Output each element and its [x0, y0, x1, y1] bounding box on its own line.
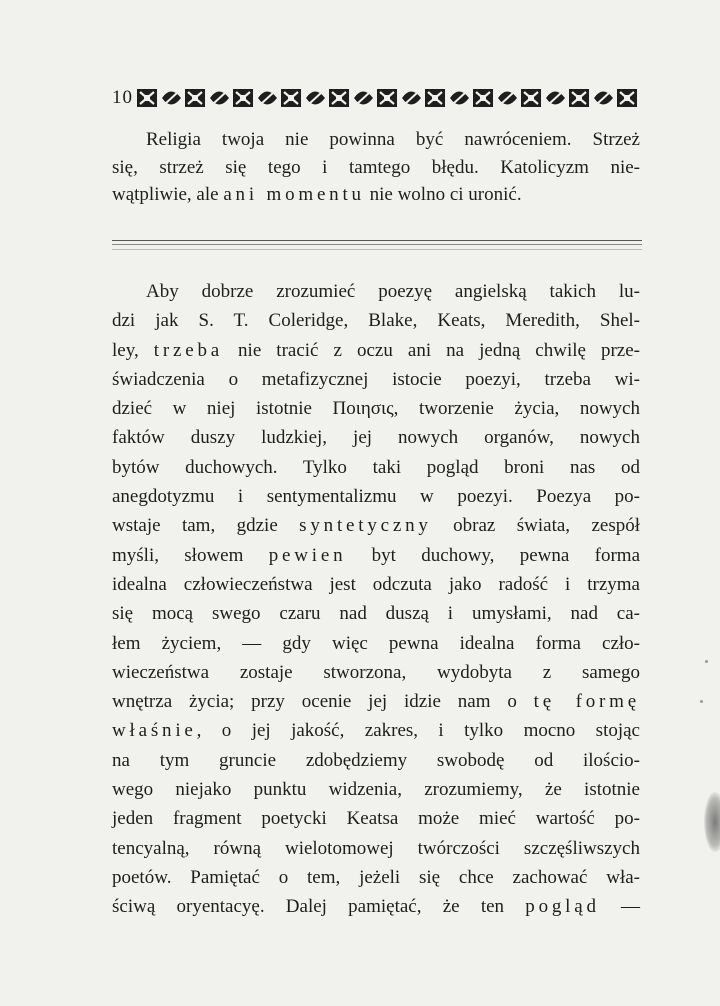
text-line: [112, 154, 640, 182]
text-line: [112, 746, 640, 775]
text-run: łem życiem, — gdy więc pewna idealna forma czło-: [112, 632, 640, 654]
text-line: [112, 511, 640, 540]
ornament-knot: [425, 89, 445, 107]
text-line: [112, 716, 640, 745]
text-run: wego niejako punktu widzenia, zrozumiemy, że istotnie: [112, 779, 640, 801]
main-paragraph: [112, 277, 640, 922]
ornament-leaf: [402, 92, 421, 105]
section-divider: [112, 249, 642, 250]
text-run: ley,: [112, 339, 154, 361]
page-speck: [705, 660, 708, 663]
ornament-band: [136, 87, 642, 109]
text-run: —: [599, 896, 641, 918]
ornament-leaf: [258, 92, 277, 105]
text-line: [112, 599, 640, 628]
page-number: 10: [112, 87, 133, 108]
text-line: [112, 541, 640, 570]
text-run: dzieć w niej istotnie Ποιησις, tworzenie życia, nowych: [112, 398, 640, 420]
ornament-leaf: [354, 92, 373, 105]
text-run: Religia twoja nie powinna być nawróceniem. Strzeż: [146, 129, 640, 150]
ornament-leaf: [162, 92, 181, 105]
text-run: wstaje tam, gdzie: [112, 515, 300, 537]
ornament-leaf: [546, 92, 565, 105]
spaced-emphasis: ani momentu: [223, 184, 365, 205]
text-line: [112, 126, 640, 154]
text-run: tencyalną, równą wielotomowej twórczości szczęśliwszych: [112, 837, 640, 859]
text-run: anegdotyzmu i sentymentalizmu w poezyi. Poezya po-: [112, 486, 640, 508]
page-speck: [700, 700, 703, 703]
text-run: poetów. Pamiętać o tem, jeżeli się chce zachować wła-: [112, 866, 640, 888]
text-line: [112, 629, 640, 658]
text-run: wątpliwie, ale: [112, 184, 224, 205]
text-run: nie tracić z oczu ani na jedną chwilę prze-: [223, 339, 641, 361]
ornament-leaf: [594, 92, 613, 105]
text-run: obraz świata, zespół: [431, 515, 640, 537]
text-line: [112, 453, 640, 482]
text-run: się, strzeż się tego i tamtego błędu. Katolicyzm nie-: [112, 156, 640, 178]
ornament-knot: [329, 89, 349, 107]
intro-paragraph: [112, 126, 640, 209]
spaced-emphasis: syntetyczny: [299, 515, 432, 537]
text-line: [112, 277, 640, 306]
text-run: byt duchowy, pewna forma: [346, 544, 640, 566]
text-line: [112, 834, 640, 863]
text-line: [112, 394, 640, 423]
text-run: nie wolno ci uronić.: [364, 184, 522, 205]
text-run: dzi jak S. T. Coleridge, Blake, Keats, Meredith, Shel-: [112, 310, 640, 332]
text-run: bytów duchowych. Tylko taki pogląd broni nas od: [112, 456, 640, 478]
ornament-knot: [569, 89, 589, 107]
text-line: [112, 892, 640, 921]
text-run: jeden fragment poetycki Keatsa może mieć wartość po-: [112, 808, 640, 830]
ornament-knot: [233, 89, 253, 107]
text-run: faktów duszy ludzkiej, jej nowych organów, nowych: [112, 427, 640, 449]
spaced-emphasis: pogląd: [525, 896, 600, 918]
text-run: Aby dobrze zrozumieć poezyę angielską takich lu-: [146, 281, 640, 302]
text-line: [112, 181, 640, 209]
spaced-emphasis: pewien: [268, 544, 347, 566]
ornament-knot: [521, 89, 541, 107]
text-line: [112, 570, 640, 599]
text-line: [112, 365, 640, 394]
text-run: świadczenia o metafizycznej istocie poezyi, trzeba wi-: [112, 368, 640, 390]
ornament-knot: [473, 89, 493, 107]
ornament-knot: [281, 89, 301, 107]
ornament-leaf: [450, 92, 469, 105]
text-line: [112, 658, 640, 687]
text-run: myśli, słowem: [112, 544, 269, 566]
ornament-knot: [137, 89, 157, 107]
text-run: , o jej jakość, zakres, i tylko mocno stojąc: [196, 720, 640, 742]
ornament-leaf: [210, 92, 229, 105]
text-run: wnętrza życia; przy ocenie jej idzie nam o: [112, 691, 534, 713]
text-line: [112, 306, 640, 335]
ornament-knot: [185, 89, 205, 107]
page-smudge: [704, 792, 720, 852]
text-line: [112, 863, 640, 892]
text-run: idealna człowieczeństwa jest odczuta jako radość i trzyma: [112, 573, 640, 595]
ornament-knot: [377, 89, 397, 107]
running-header: [112, 86, 642, 110]
text-line: [112, 482, 640, 511]
text-line: [112, 423, 640, 452]
text-line: [112, 775, 640, 804]
text-line: [112, 687, 640, 716]
text-run: ściwą oryentacyę. Dalej pamiętać, że ten: [112, 896, 526, 918]
section-divider: [112, 244, 642, 245]
text-line: [112, 804, 640, 833]
spaced-emphasis: tę formę: [533, 691, 640, 713]
spaced-emphasis: właśnie: [112, 720, 197, 742]
text-run: się mocą swego czaru nad duszą i umysłami, nad ca-: [112, 603, 640, 625]
text-line: [112, 336, 640, 365]
ornament-knot: [617, 89, 637, 107]
spaced-emphasis: trzeba: [153, 339, 223, 361]
ornament-leaf: [306, 92, 325, 105]
text-run: wieczeństwa zostaje stworzona, wydobyta z samego: [112, 661, 640, 683]
ornament-leaf: [498, 92, 517, 105]
section-divider: [112, 240, 642, 241]
text-run: na tym gruncie zdobędziemy swobodę od ilościo-: [112, 749, 640, 771]
